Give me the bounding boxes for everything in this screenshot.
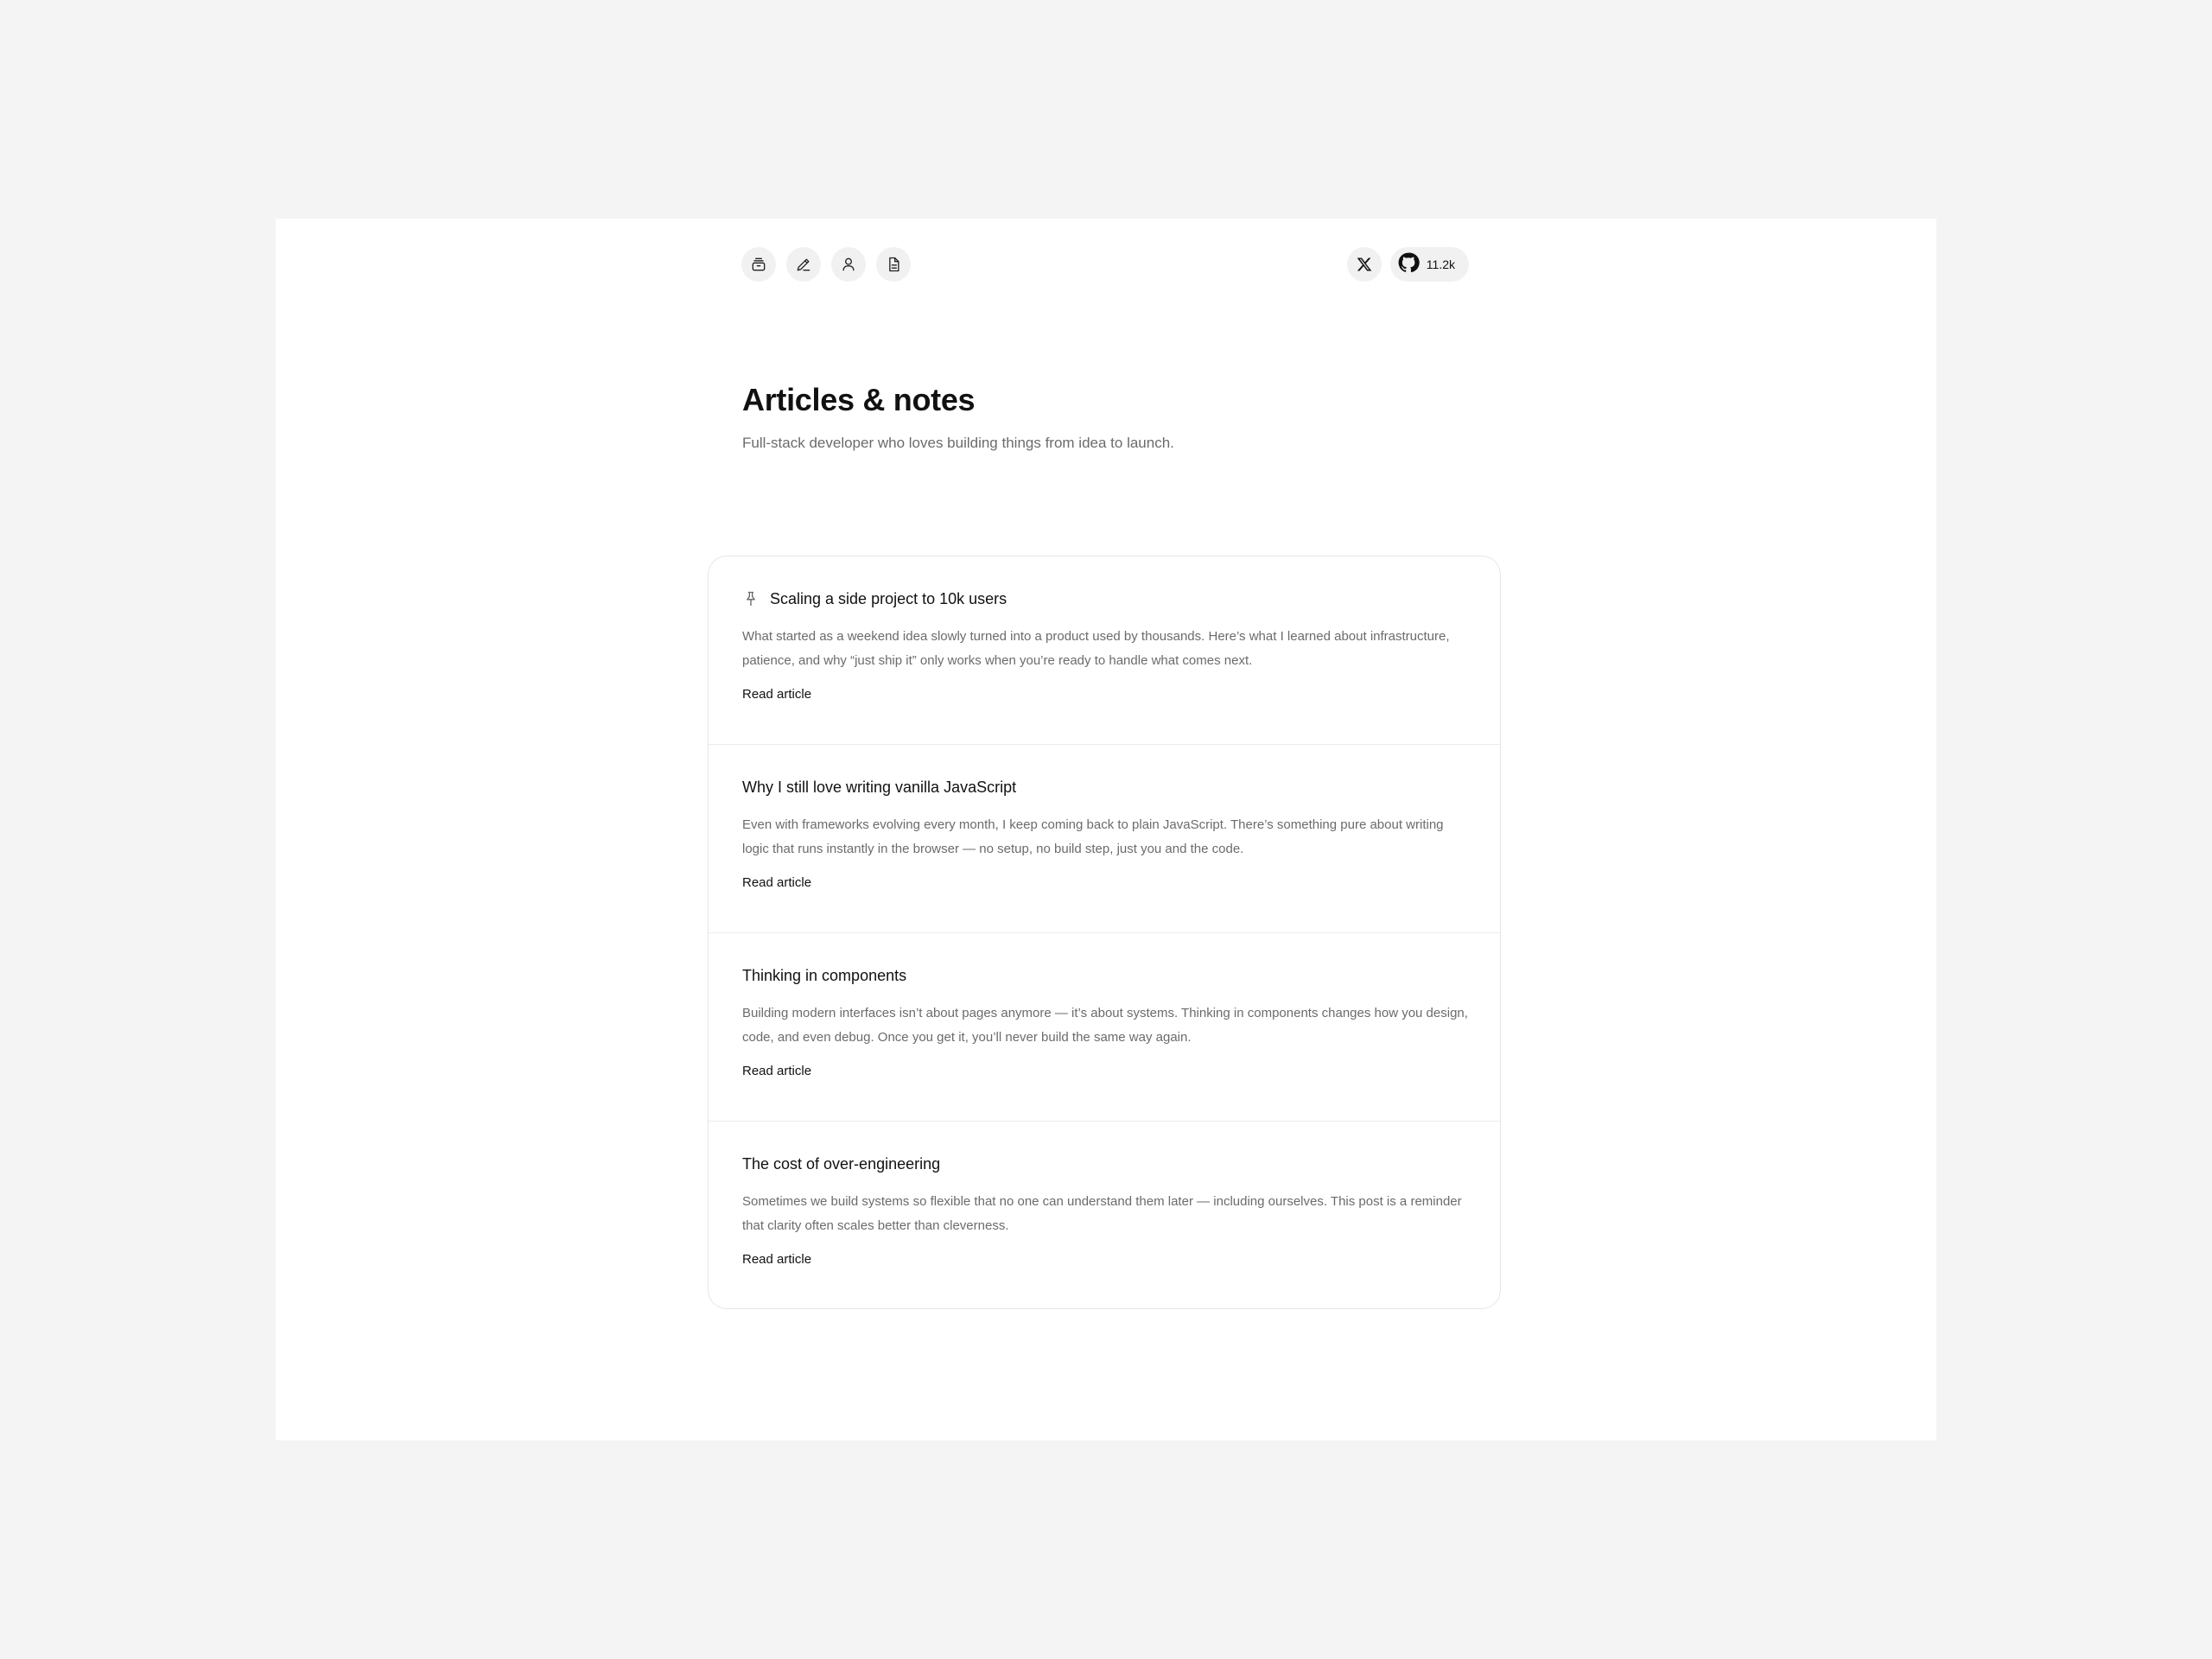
article-item xyxy=(709,933,1500,1122)
pin-icon xyxy=(742,590,760,607)
article-description: Even with frameworks evolving every month, I keep coming back to plain JavaScript. There’s something pure about writing logic that runs instantly in the browser — no setup, no build step, just you and the code. xyxy=(742,817,1444,856)
top-navigation xyxy=(741,247,1469,282)
user-icon[interactable] xyxy=(831,247,866,282)
article-description: Building modern interfaces isn’t about pages anymore — it’s about systems. Thinking in components changes how you design, code, and even debug. Once you get it, you’ll never build the same way again. xyxy=(742,1006,1468,1045)
nav-social-group xyxy=(1347,247,1469,282)
article-title-row xyxy=(742,588,1466,609)
article-title[interactable]: Why I still love writing vanilla JavaScript xyxy=(742,778,1017,796)
x-logo-icon[interactable] xyxy=(1347,247,1382,282)
page-title: Articles & notes xyxy=(742,382,976,417)
read-article-link[interactable]: Read article xyxy=(742,1064,812,1078)
article-title[interactable]: The cost of over-engineering xyxy=(742,1154,941,1173)
article-item xyxy=(709,745,1500,933)
article-title-row xyxy=(742,965,1466,986)
page-subtitle: Full-stack developer who loves building things from idea to launch. xyxy=(742,435,1174,451)
article-list xyxy=(708,556,1501,1309)
article-title[interactable]: Scaling a side project to 10k users xyxy=(770,589,1007,607)
article-description: What started as a weekend idea slowly turned into a product used by thousands. Here’s what I learned about infrastructure, patience, and why “just ship it” only works when you’re ready to handle what comes next. xyxy=(742,629,1450,668)
article-title[interactable]: Thinking in components xyxy=(742,966,907,984)
read-article-link[interactable]: Read article xyxy=(742,1252,812,1267)
document-icon[interactable] xyxy=(876,247,911,282)
read-article-link[interactable]: Read article xyxy=(742,687,812,702)
archive-icon[interactable] xyxy=(741,247,776,282)
article-title-row xyxy=(742,777,1466,798)
article-item xyxy=(709,1122,1500,1309)
nav-icon-group xyxy=(741,247,911,282)
article-item xyxy=(709,556,1500,745)
github-stars-button[interactable] xyxy=(1390,247,1469,282)
pencil-icon[interactable] xyxy=(786,247,821,282)
article-title-row xyxy=(742,1154,1466,1174)
github-star-count: 11.2k xyxy=(1426,257,1455,271)
github-icon xyxy=(1397,251,1420,278)
article-description: Sometimes we build systems so flexible that no one can understand them later — including ourselves. This post is a reminder that clarity often scales better than cleverness. xyxy=(742,1194,1462,1233)
read-article-link[interactable]: Read article xyxy=(742,875,812,890)
